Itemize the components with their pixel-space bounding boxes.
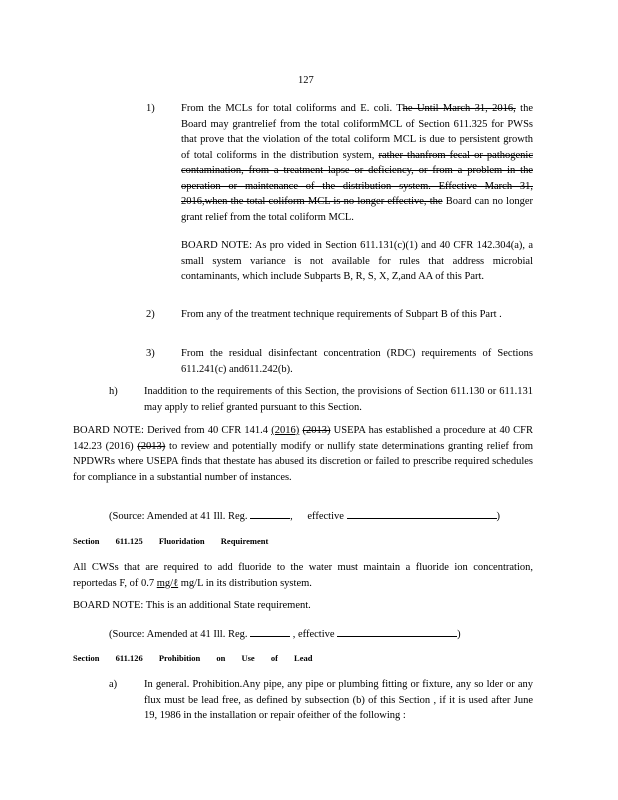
item1-segment-4: Board can no longer grant relief from the total coliform MCL.: [181, 196, 533, 223]
source-note-2: [109, 626, 533, 643]
source-close: ): [496, 511, 501, 522]
list-item-1-text: [181, 101, 533, 225]
list-marker-2: 2): [146, 309, 155, 320]
list-marker-1: 1): [146, 103, 155, 114]
fluoridation-unit-underlined: mg/ℓ: [156, 577, 179, 589]
list-marker-h: h): [109, 386, 118, 397]
source-prefix: (Source: Amended at 41 Ill. Reg.: [109, 511, 248, 522]
board-note-segment-1: (2016): [271, 425, 300, 436]
fluoridation-text-a: All CWSs that are required to add fluoride to the water must maintain a fluoride ion concentration, reportedas F, of 0.7: [73, 562, 533, 589]
effective-blank-2: [337, 626, 457, 637]
fluoridation-text-b: mg/L in its distribution system.: [178, 577, 312, 589]
board-note-derived: [73, 423, 533, 485]
fluoridation-body: [73, 560, 533, 591]
item-h-text: Inaddition to the requirements of this Section, the provisions of Section 611.130 or 611.131 may apply to relief granted pursuant to this Section.: [144, 386, 533, 413]
list-marker-a: a): [109, 679, 118, 690]
section-heading-611-126: Section 611.126 Prohibition on Use of Lead: [73, 653, 313, 663]
reg-blank: [250, 508, 290, 519]
board-note-segment-0: BOARD NOTE: Derived from 40 CFR 141.4: [73, 425, 272, 436]
section-heading-611-125: Section 611.125 Fluoridation Requirement: [73, 536, 269, 546]
list-marker-3: 3): [146, 348, 155, 359]
board-note-segment-4: USEPA has established a procedure at 40 CFR 142.23 (2016): [73, 425, 533, 452]
item1-segment-0: From the MCLs for total coliforms and E. coli. T: [181, 103, 403, 114]
item1-segment-2: the Board may grantrelief from the total coliformMCL of Section 611.325 for PWSs that prove that the violation of the total coliform MCL is due to persistent growth of total coliforms in the distribution system,: [181, 103, 533, 161]
list-item-3-text: From the residual disinfectant concentration (RDC) requirements of Sections 611.241(c) and611.242(b).: [181, 348, 533, 375]
board-note-segment-5: (2013): [137, 440, 166, 452]
source-note-1: (Source: Amended at 41 Ill. Reg. , effective ): [109, 508, 533, 525]
source-effective: effective: [307, 511, 344, 522]
board-note-fluoride: BOARD NOTE: This is an additional State requirement.: [73, 600, 311, 611]
board-note-small-system: BOARD NOTE: As pro vided in Section 611.131(c)(1) and 40 CFR 142.304(a), a small system variance is not available for rules that address microbial contaminants, which include Subparts B, R, S, X, Z,and AA of this Part.: [181, 240, 533, 282]
source-prefix-2: (Source: Amended at 41 Ill. Reg.: [109, 629, 248, 640]
list-item-2-text: From any of the treatment technique requirements of Subpart B of this Part .: [181, 309, 502, 320]
item-a-text: In general. Prohibition.Any pipe, any pipe or plumbing fitting or fixture, any so lder or any flux must be lead free, as defined by subsection (b) of this Section , if it is used after June 19, 1986 in the installation or repair ofeither of the following :: [144, 679, 533, 721]
page-number: 127: [298, 75, 314, 86]
board-note-segment-6: to review and potentially modify or nullify state determinations granting relief from NPDWRs where USEPA finds that thestate has abused its discretion or failed to prescribe required schedules for compliance in a substantial number of instances.: [73, 440, 533, 483]
item1-segment-1: he Until March 31, 2016,: [402, 103, 516, 114]
reg-blank-2: [250, 626, 290, 637]
source-close-2: ): [457, 629, 461, 640]
board-note-segment-3: (2013): [302, 425, 331, 436]
item1-segment-3: rather thanfrom fecal or pathogenic contamination, from a treatment lapse or deficiency, or from a problem in the operation or maintenance of the distribution system. Effective March 31, 2016,when the total coliform MCL is no longer effective, the: [181, 149, 533, 207]
source-effective-2: , effective: [292, 629, 335, 640]
effective-blank: [347, 508, 497, 519]
